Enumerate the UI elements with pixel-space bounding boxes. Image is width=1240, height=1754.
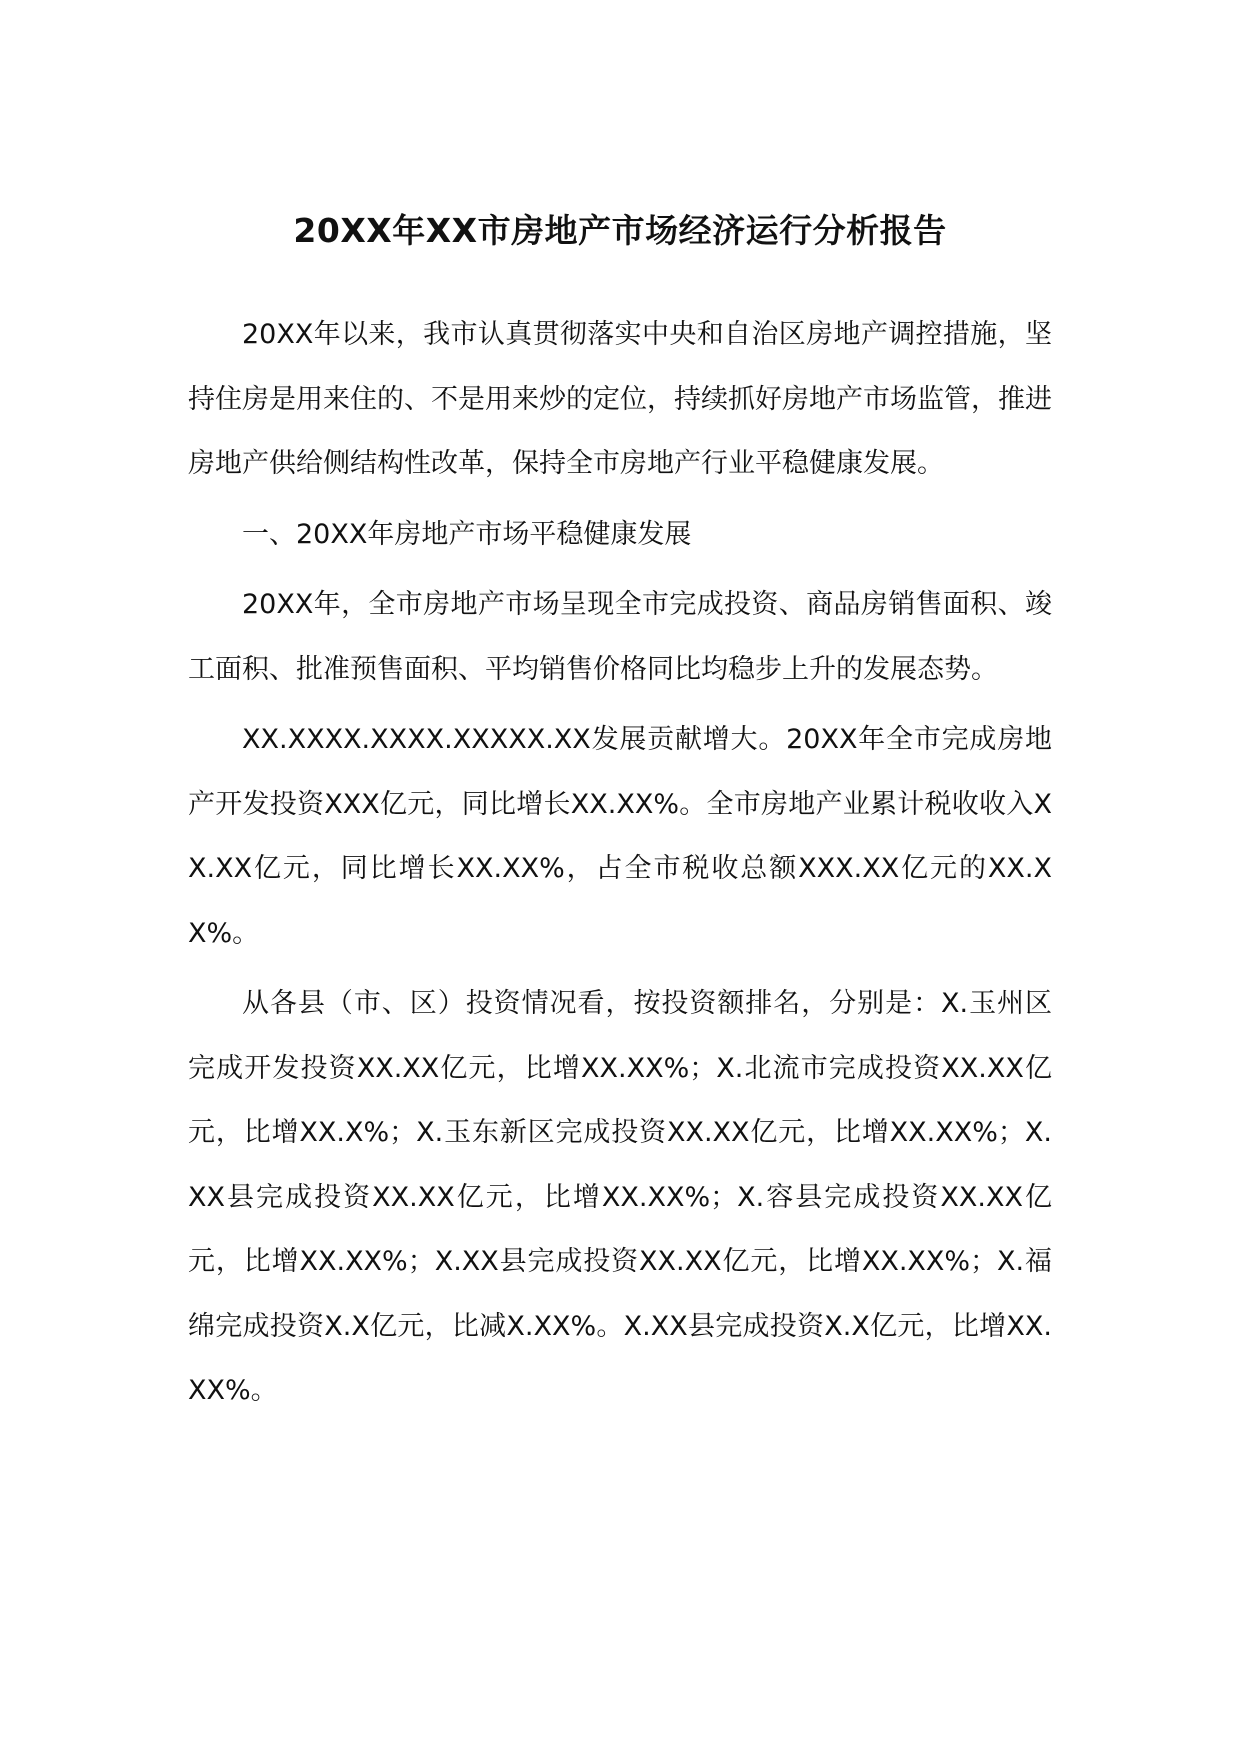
paragraph-investment: XX.XXXX.XXXX.XXXXX.XX发展贡献增大。20XX年全市完成房地产开发投资XXX亿元，同比增长XX.XX%。全市房地产业累计税收收入XX.XX亿元，同比增长XX.XX%，占全市税收总额XXX.XX亿元的XX.XX%。 xyxy=(188,724,1052,949)
document-title: 20XX年XX市房地产市场经济运行分析报告 xyxy=(293,211,947,250)
paragraph-intro: 20XX年以来，我市认真贯彻落实中央和自治区房地产调控措施，坚持住房是用来住的、不是用来炒的定位，持续抓好房地产市场监管，推进房地产供给侧结构性改革，保持全市房地产行业平稳健康发展。 xyxy=(188,319,1052,479)
document-body xyxy=(188,303,1052,1430)
section-heading-1: 一、20XX年房地产市场平稳健康发展 xyxy=(242,518,692,550)
paragraph-county-ranking: 从各县（市、区）投资情况看，按投资额排名，分别是：X.玉州区完成开发投资XX.XX亿元，比增XX.XX%；X.北流市完成投资XX.XX亿元，比增XX.X%；X.玉东新区完成投资XX.XX亿元，比增XX.XX%；X.XX县完成投资XX.XX亿元，比增XX.XX%；X.容县完成投资XX.XX亿元，比增XX.XX%；X.XX县完成投资XX.XX亿元，比增XX.XX%；X.福绵完成投资X.X亿元，比减X.XX%。X.XX县完成投资X.X亿元，比增XX.XX%。 xyxy=(188,988,1052,1406)
paragraph-overview: 20XX年，全市房地产市场呈现全市完成投资、商品房销售面积、竣工面积、批准预售面积、平均销售价格同比均稳步上升的发展态势。 xyxy=(188,589,1052,685)
